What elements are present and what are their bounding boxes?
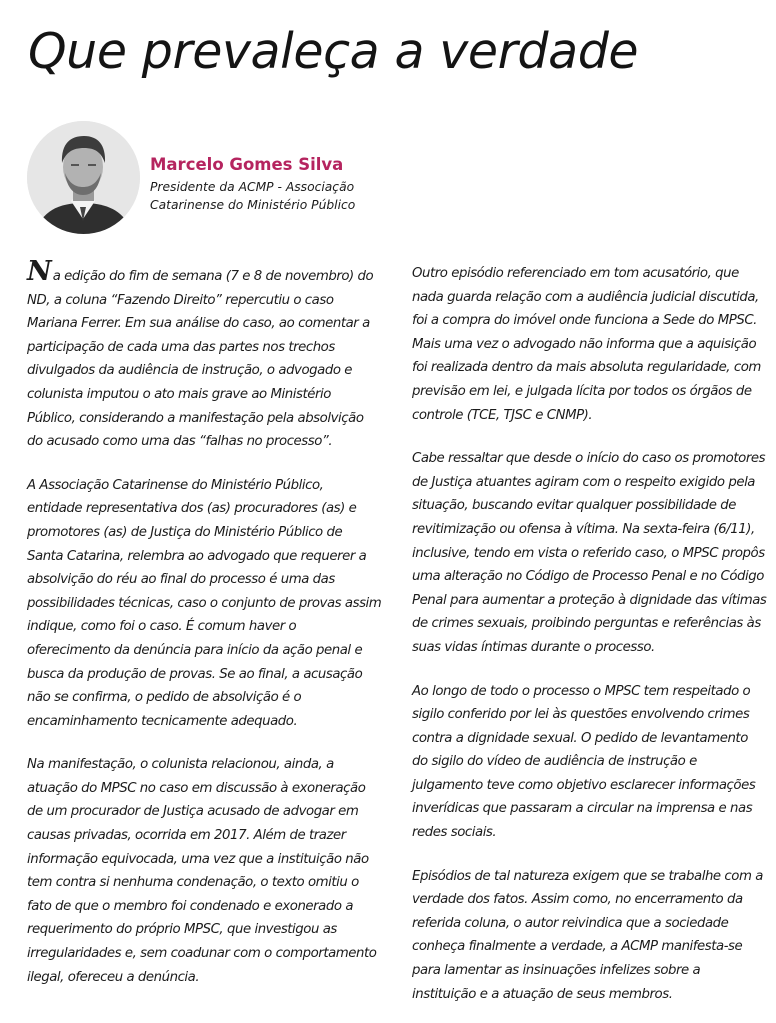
author-role-line-2: Catarinense do Ministério Público: [150, 198, 356, 212]
author-role: [150, 178, 400, 214]
article-paragraph-4: Outro episódio referenciado em tom acusatório, que nada guarda relação com a audiência judicial discutida, foi a compra do imóvel onde funciona a Sede do MPSC. Mais uma vez o advogado não informa que a aquisição foi realizada dentro da mais absoluta regularidade, com previsão em lei, e julgada lícita por todos os órgãos de controle (TCE, TJSC e CNMP).: [412, 266, 761, 423]
drop-cap: N: [27, 256, 52, 287]
article-paragraph-2: A Associação Catarinense do Ministério Público, entidade representativa dos (as) procuradores (as) e promotores (as) de Justiça do Ministério Público de Santa Catarina, relembra ao advogado que requerer a absolvição do réu ao final do processo é uma das possibilidades técnicas, caso o conjunto de provas assim indique, como foi o caso. É comum haver o oferecimento da denúncia para início da ação penal e busca da produção de provas. Se ao final, a acusação não se confirma, o pedido de absolvição é o encaminhamento tecnicamente adequado.: [27, 477, 382, 729]
article-paragraph-3: Na manifestação, o colunista relacionou, ainda, a atuação do MPSC no caso em discussão à exoneração de um procurador de Justiça acusado de advogar em causas privadas, ocorrida em 2017. Além de trazer informação equivocada, uma vez que a instituição não tem contra si nenhuma condenação, o texto omitiu o fato de que o membro foi condenado e exonerado a requerimento do próprio MPSC, que investigou as irregularidades e, sem coadunar com o comportamento ilegal, ofereceu a denúncia.: [27, 757, 377, 985]
author-photo: [27, 121, 140, 234]
article-paragraph-7: Episódios de tal natureza exigem que se trabalhe com a verdade dos fatos. Assim como, no encerramento da referida coluna, o autor reivindica que a sociedade conheça finalmente a verdade, a ACMP manifesta-se para lamentar as insinuações infelizes sobre a instituição e a atuação de seus membros.: [412, 868, 763, 1002]
author-byline: [27, 121, 407, 237]
article-body: [27, 256, 767, 1022]
article-paragraph-1-text: a edição do fim de semana (7 e 8 de novembro) do ND, a coluna “Fazendo Direito” repercutiu o caso Mariana Ferrer. Em sua análise do caso, ao comentar a participação de cada uma das partes nos trechos divulgados da audiência de instrução, o advogado e colunista imputou o ato mais grave ao Ministério Público, considerando a manifestação pela absolvição do acusado como uma das “falhas no processo”.: [27, 269, 374, 450]
article-paragraph-1: [27, 256, 382, 454]
author-portrait-illustration: [27, 121, 140, 234]
article-headline: Que prevaleça a verdade: [28, 23, 639, 80]
author-role-line-1: Presidente da ACMP - Associação: [150, 180, 355, 194]
article-paragraph-5: Cabe ressaltar que desde o início do caso os promotores de Justiça atuantes agiram com o respeito exigido pela situação, buscando evitar qualquer possibilidade de revitimização ou ofensa à vítima. Na sexta-feira (6/11), inclusive, tendo em vista o referido caso, o MPSC propôs uma alteração no Código de Processo Penal e no Código Penal para aumentar a proteção à dignidade das vítimas de crimes sexuais, proibindo perguntas e referências às suas vidas íntimas durante o processo.: [412, 451, 767, 655]
article-paragraph-6: Ao longo de todo o processo o MPSC tem respeitado o sigilo conferido por lei às questões envolvendo crimes contra a dignidade sexual. O pedido de levantamento do sigilo do vídeo de audiência de instrução e julgamento teve como objetivo esclarecer informações inverídicas que passaram a circular na imprensa e nas redes sociais.: [412, 683, 756, 841]
author-name: Marcelo Gomes Silva: [150, 155, 344, 174]
